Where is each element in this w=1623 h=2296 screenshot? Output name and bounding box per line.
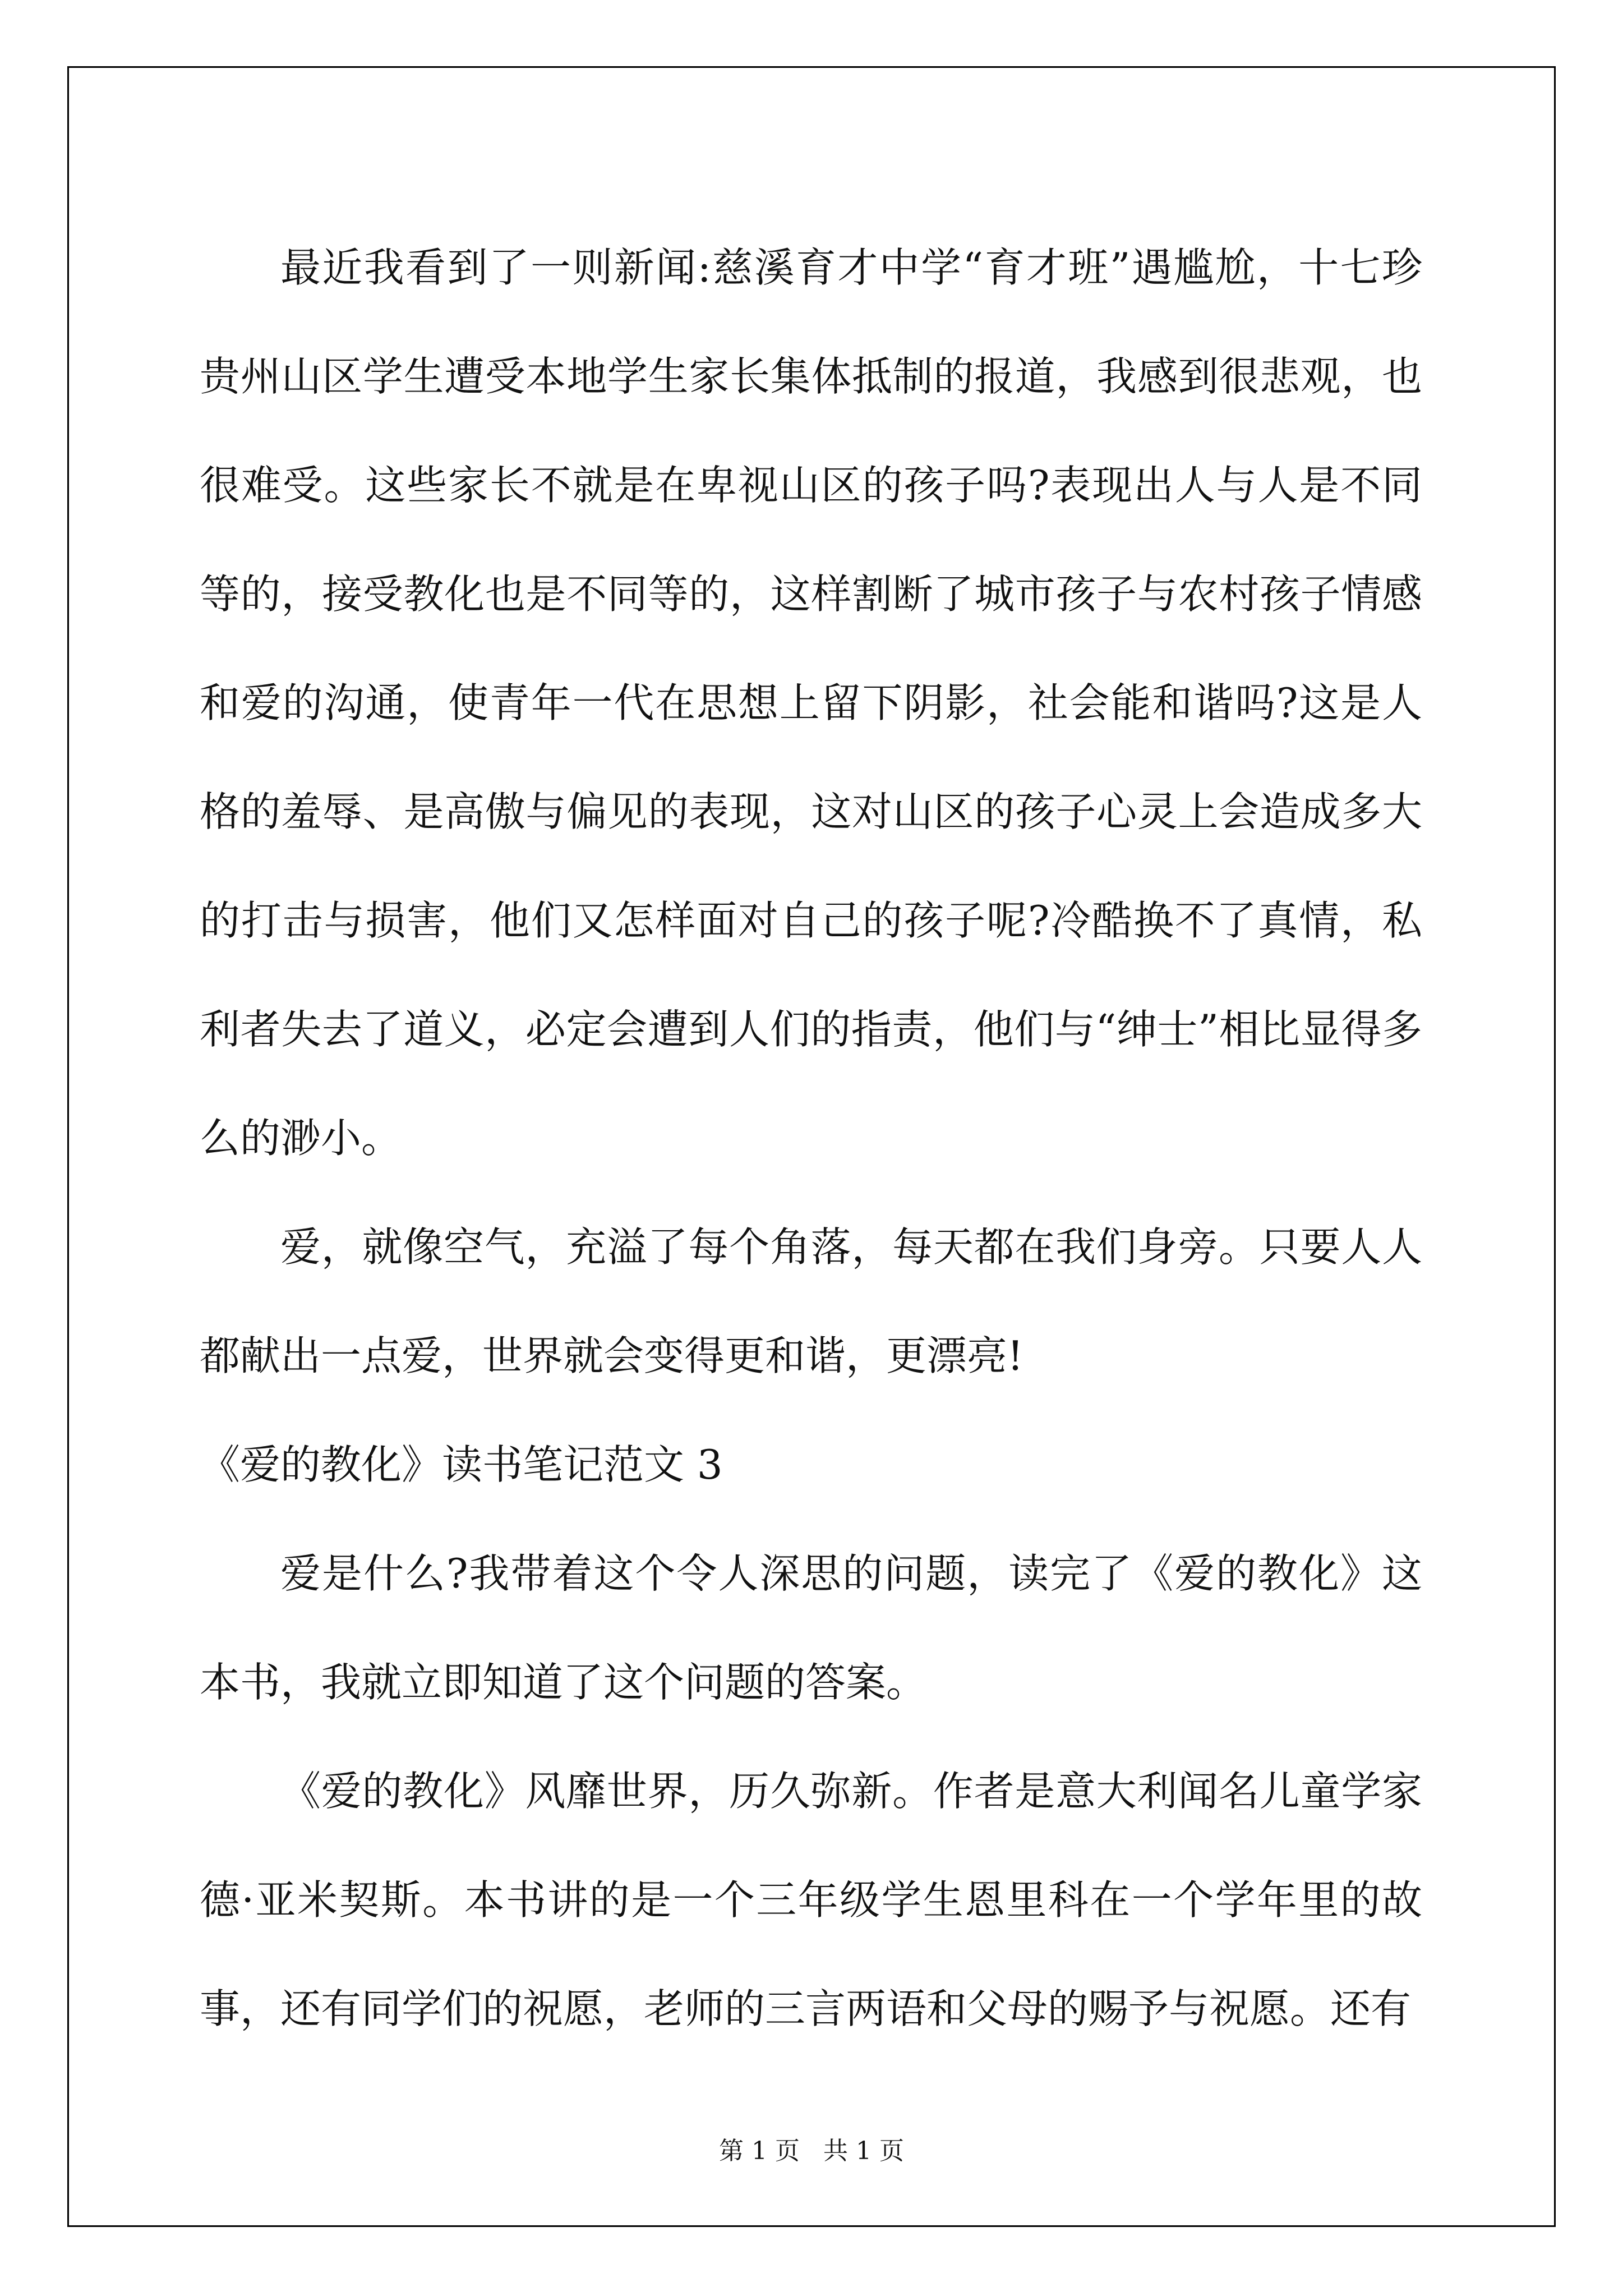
paragraph-love-air: 爱，就像空气，充溢了每个角落，每天都在我们身旁。只要人人都献出一点爱，世界就会变得更和谐，更漂亮!: [200, 1223, 1422, 1379]
section-heading: 《爱的教化》读书笔记范文 3: [200, 1441, 723, 1488]
paragraph-what-is-love: 爱是什么?我带着这个令人深思的问题，读完了《爱的教化》这本书，我就立即知道了这个问题的答案。: [200, 1550, 1422, 1706]
paragraph-book-intro: 《爱的教化》风靡世界，历久弥新。作者是意大利闻名儿童学家德·亚米契斯。本书讲的是一个三年级学生恩里科在一个学年里的故事，还有同学们的祝愿，老师的三言两语和父母的赐予与祝愿。还有: [200, 1768, 1422, 2032]
paragraph-news: 最近我看到了一则新闻:慈溪育才中学“育才班”遇尴尬，十七珍贵州山区学生遭受本地学生家长集体抵制的报道，我感到很悲观，也很难受。这些家长不就是在卑视山区的孩子吗?表现出人与人是不同等的，接受教化也是不同等的，这样割断了城市孩子与农村孩子情感和爱的沟通，使青年一代在思想上留下阴影，社会能和谐吗?这是人格的羞辱、是高傲与偏见的表现，这对山区的孩子心灵上会造成多大的打击与损害，他们又怎样面对自己的孩子呢?冷酷换不了真情，私利者失去了道义，必定会遭到人们的指责，他们与“绅士”相比显得多么的渺小。: [200, 244, 1422, 1162]
page-footer: 第 1 页 共 1 页: [719, 2137, 904, 2165]
document-body: [200, 213, 1422, 2063]
